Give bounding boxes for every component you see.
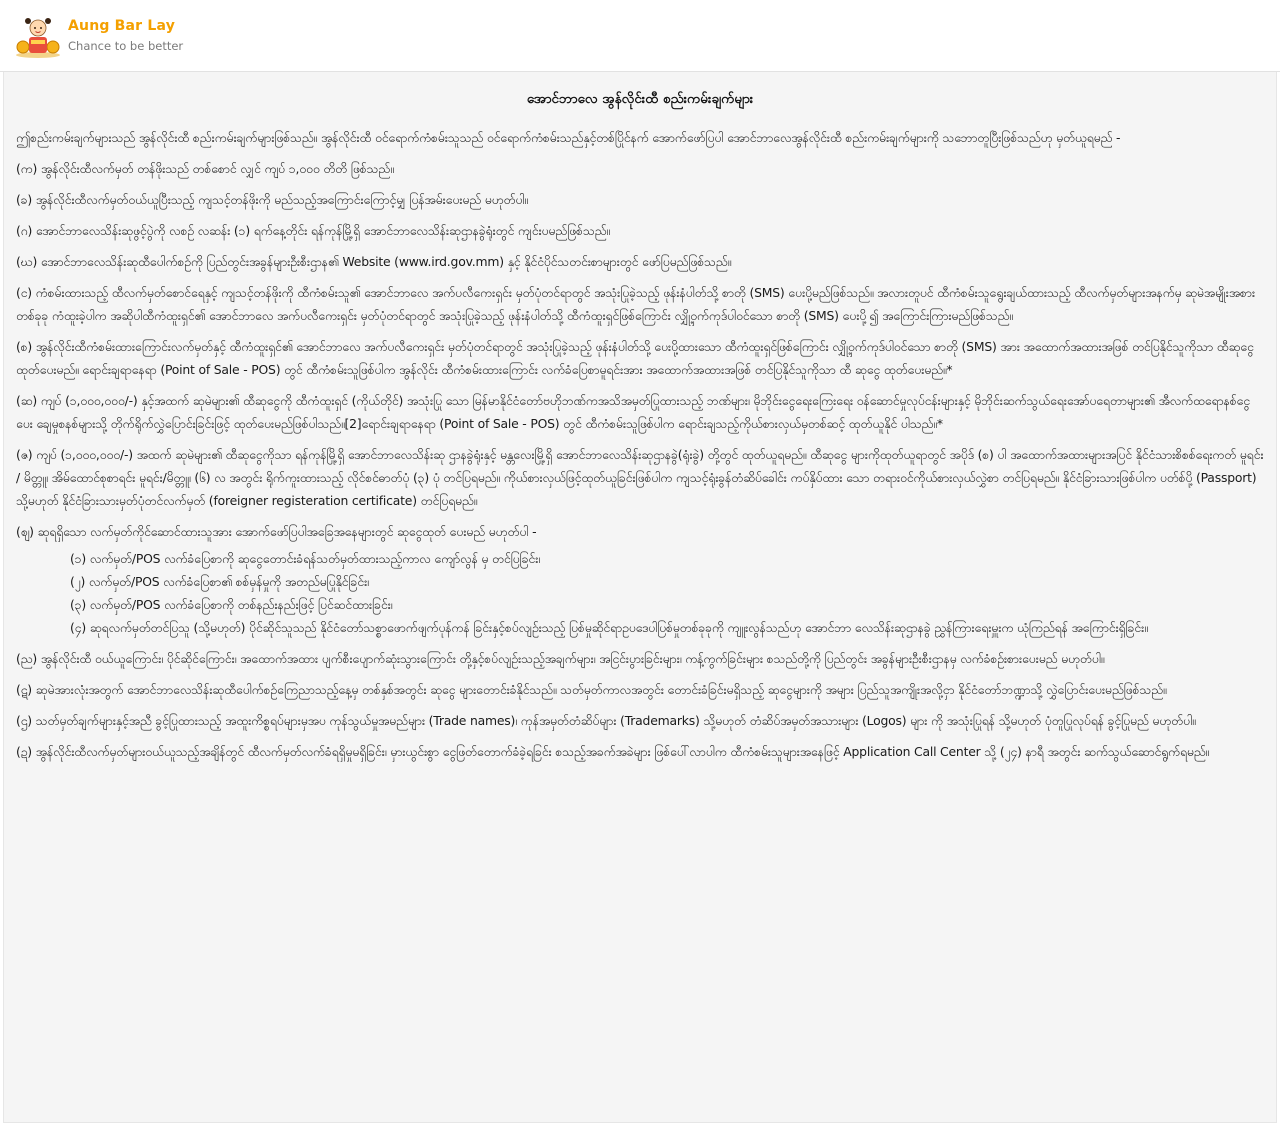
rule-item: (ဋ) ဆုမဲအားလုံးအတွက် အောင်ဘာလေသိန်းဆုထီပေါက်စဉ်ကြေညာသည့်နေ့မှ တစ်နှစ်အတွင်း ဆုငွေ များတောင်းခံနိုင်သည်။ သတ်မှတ်ကာလအတွင်း တောင်းခံခြင်းမရှိသည့် ဆုငွေများကို အများ ပြည်သူအကျိုးအလို့ငှာ နိုင်ငံတော်ဘဏ္ဍာသို့ လွှဲပြောင်းပေးမည်ဖြစ်သည်။ xyxy=(16,682,1167,697)
site-header xyxy=(0,0,1280,72)
sub-item: (၄) ဆုရလက်မှတ်တင်ပြသူ (သို့မဟုတ်) ပိုင်ဆိုင်သူသည် နိုင်ငံတော်သစ္စာဖောက်ဖျက်ပုန်ကန် ခြင်းနှင့်စပ်လျဉ်းသည့် ပြစ်မှုဆိုင်ရာဥပဒေပါပြစ်မှုတစ်ခုခုကို ကျူးလွန်သည်ဟု အောင်ဘာ လေသိန်းဆုဌာနခွဲ ညွှန်ကြားရေးမှူးက ယုံကြည်ရန် အကြောင်းရှိခြင်း။ xyxy=(70,620,1148,635)
rule-item: (ဇ) ကျပ် (၁,၀၀၀,၀၀၀/-) အထက် ဆုမဲများ၏ ထီဆုငွေကိုသာ ရန်ကုန်မြို့ရှိ အောင်ဘာလေသိန်းဆု ဌာနခွဲရုံးနှင့် မန္တလေးမြို့ရှိ အောင်ဘာလေသိန်းဆုဌာနခွဲ(ရုံးခွဲ) တို့တွင် ထုတ်ယူရမည်။ ထီဆုငွေ များကိုထုတ်ယူရာတွင် အပိုဒ် (စ) ပါ အထောက်အထားများအပြင် နိုင်ငံသားစိစစ်ရေးကတ် မူရင်း / မိတ္တူ၊ အိမ်ထောင်စုစာရင်း မူရင်း/မိတ္တူ၊ (၆) လ အတွင်း ရိုက်ကူးထားသည့် လိုင်စင်ဓာတ်ပုံ (၃) ပုံ တင်ပြရမည်။ ကိုယ်စားလှယ်ဖြင့်ထုတ်ယူခြင်းဖြစ်ပါက ကျသင့်ရုံးခွန်တံဆိပ်ခေါင်း ကပ်နှိပ်ထား သော တရားဝင်ကိုယ်စားလှယ်လွှဲစာ တင်ပြရမည်။ နိုင်ငံခြားသားဖြစ်ပါက ပတ်စ်ပို့ (Passport) သို့မဟုတ် နိုင်ငံခြားသားမှတ်ပုံတင်လက်မှတ် (foreigner registeration certificate) တင်ပြရမည်။ xyxy=(16,447,1264,508)
rule-item: (က) အွန်လိုင်းထီလက်မှတ် တန်ဖိုးသည် တစ်စောင် လျှင် ကျပ် ၁,၀၀၀ တိတိ ဖြစ်သည်။ xyxy=(16,161,394,176)
page-title: အောင်ဘာလေ အွန်လိုင်းထီ စည်းကမ်းချက်များ xyxy=(526,91,754,107)
rule-item: (ဍ) အွန်လိုင်းထီလက်မှတ်များဝယ်ယူသည့်အချိန်တွင် ထီလက်မှတ်လက်ခံရရှိမှုမရှိခြင်း၊ မှားယွင်းစွာ ငွေဖြတ်တောက်ခံခဲ့ရခြင်း စသည့်အခက်အခဲများ ဖြစ်ပေါ်လာပါက ထီကံစမ်းသူများအနေဖြင့် Application Call Center သို့ (၂၄) နာရီ အတွင်း ဆက်သွယ်ဆောင်ရွက်ရမည်။ xyxy=(16,744,1210,759)
rule-item: (ဃ) အောင်ဘာလေသိန်းဆုထီပေါက်စဉ်ကို ပြည်တွင်းအခွန်များဦးစီးဌာန၏ Website (www.ird.gov.mm) နှင့် နိုင်ငံပိုင်သတင်းစာများတွင် ဖော်ပြမည်ဖြစ်သည်။ xyxy=(16,254,732,269)
rule-item: (ဈ) ဆုရရှိသော လက်မှတ်ကိုင်ဆောင်ထားသူအား အောက်ဖော်ပြပါအခြေအနေများတွင် ဆုငွေထုတ် ပေးမည် မဟုတ်ပါ - xyxy=(16,524,537,539)
sub-list xyxy=(70,547,1264,639)
brand xyxy=(68,17,183,54)
rule-item: (ည) အွန်လိုင်းထီ ဝယ်ယူကြောင်း၊ ပိုင်ဆိုင်ကြောင်း၊ အထောက်အထား ပျက်စီးပျောက်ဆုံးသွားကြောင်း တို့နှင့်စပ်လျဉ်းသည့်အချက်များ၊ အငြင်းပွားခြင်းများ၊ ကန့်ကွက်ခြင်းများ စသည်တို့ကို ပြည်တွင်း အခွန်များဦးစီးဌာနမှ လက်ခံစဉ်းစားပေးမည် မဟုတ်ပါ။ xyxy=(16,651,1105,666)
sub-item: (၂) လက်မှတ်/POS လက်ခံပြေစာ၏ စစ်မှန်မှုကို အတည်မပြုနိုင်ခြင်း၊ xyxy=(70,574,369,589)
brand-name[interactable]: Aung Bar Lay xyxy=(68,18,176,34)
rule-item: (စ) အွန်လိုင်းထီကံစမ်းထားကြောင်းလက်မှတ်နှင့် ထီကံထူးရှင်၏ အောင်ဘာလေ အက်ပလီကေးရှင်း မှတ်ပုံတင်ရာတွင် အသုံးပြုခဲ့သည့် ဖုန်းနံပါတ်သို့ ပေးပို့ထားသော ထီကံထူးရှင်ဖြစ်ကြောင်း လျှို့ဝှက်ကုဒ်ပါဝင်သော စာတို (SMS) အား အထောက်အထားအဖြစ် တင်ပြနိုင်သူကိုသာ ထီဆုငွေ ထုတ်ပေးမည်။ ရောင်းချရာနေရာ (Point of Sale - POS) တွင် ထီကံစမ်းသူဖြစ်ပါက အွန်လိုင်း ထီကံစမ်းထားကြောင်း လက်ခံပြေစာမူရင်းအား အထောက်အထားအဖြစ် တင်ပြနိုင်သူကိုသာ ထီ ဆုငွေ ထုတ်ပေးမည်။* xyxy=(16,339,1254,377)
rule-item: (င) ကံစမ်းထားသည့် ထီလက်မှတ်စောင်ရေနှင့် ကျသင့်တန်ဖိုးကို ထီကံစမ်းသူ၏ အောင်ဘာလေ အက်ပလီကေးရှင်း မှတ်ပုံတင်ရာတွင် အသုံးပြုခဲ့သည့် ဖုန်းနံပါတ်သို့ စာတို (SMS) ပေးပို့မည်ဖြစ်သည်။ အလားတူပင် ထီကံစမ်းသူရွေးချယ်ထားသည့် ထီလက်မှတ်များအနက်မှ ဆုမဲအမျိုးအစားတစ်ခုခု ကံထူးခဲ့ပါက အဆိုပါထီကံထူးရှင်၏ အောင်ဘာလေ အက်ပလီကေးရှင်း မှတ်ပုံတင်ရာတွင် အသုံးပြုခဲ့သည့် ဖုန်းနံပါတ်သို့ ထီကံထူးရှင်ဖြစ်ကြောင်း လျှို့ဝှက်ကုဒ်ပါဝင်သော စာတို (SMS) ပေးပို့၍ အကြောင်းကြားမည်ဖြစ်သည်။ xyxy=(16,285,1255,323)
rule-item: (ဌ) သတ်မှတ်ချက်များနှင့်အညီ ခွင့်ပြုထားသည့် အထူးကိစ္စရပ်များမှအပ ကုန်သွယ်မှုအမည်များ (Trade names)၊ ကုန်အမှတ်တံဆိပ်များ (Trademarks) သို့မဟုတ် တံဆိပ်အမှတ်အသားများ (Logos) များ ကို အသုံးပြုရန် သို့မဟုတ် ပုံတူပြုလုပ်ရန် ခွင့်ပြုမည် မဟုတ်ပါ။ xyxy=(16,713,1196,728)
brand-logo-icon[interactable] xyxy=(12,13,64,59)
rule-item: (ဂ) အောင်ဘာလေသိန်းဆုဖွင့်ပွဲကို လစဉ် လဆန်း (၁) ရက်နေ့တိုင်း ရန်ကုန်မြို့ရှိ အောင်ဘာလေသိန်းဆုဌာနခွဲရုံးတွင် ကျင်းပမည်ဖြစ်သည်။ xyxy=(16,223,610,238)
sub-item: (၁) လက်မှတ်/POS လက်ခံပြေစာကို ဆုငွေတောင်းခံရန်သတ်မှတ်ထားသည့်ကာလ ကျော်လွန် မှ တင်ပြခြင်း၊ xyxy=(70,551,540,566)
terms-content xyxy=(3,72,1277,1123)
sub-item: (၃) လက်မှတ်/POS လက်ခံပြေစာကို တစ်နည်းနည်းဖြင့် ပြင်ဆင်ထားခြင်း၊ xyxy=(70,597,393,612)
rule-item: (ဆ) ကျပ် (၁,၀၀၀,၀၀၀/-) နှင့်အထက် ဆုမဲများ၏ ထီဆုငွေကို ထီကံထူးရှင် (ကိုယ်တိုင်) အသုံးပြု သော မြန်မာနိုင်ငံတော်ဗဟိုဘဏ်ကအသိအမှတ်ပြုထားသည့် ဘဏ်များ၊ မိုဘိုင်းငွေရေးကြေးရေး ဝန်ဆောင်မှုလုပ်ငန်းများနှင့် မိုဘိုင်းဆက်သွယ်ရေးအော်ပရေတာများ၏ အီလက်ထရောနစ်ငွေပေး ချေမှုစနစ်များသို့ တိုက်ရိုက်လွှဲပြောင်းခြင်းဖြင့် ထုတ်ပေးမည်ဖြစ်ပါသည်။[2]ရောင်းချရာနေရာ (Point of Sale - POS) တွင် ထီကံစမ်းသူဖြစ်ပါက ရောင်းချသည့်ကိုယ်စားလှယ်မှတစ်ဆင့် ထုတ်ယူနိုင် ပါသည်။* xyxy=(16,393,1250,431)
brand-tagline: Chance to be better xyxy=(68,39,184,53)
rule-item: (ခ) အွန်လိုင်းထီလက်မှတ်ဝယ်ယူပြီးသည့် ကျသင့်တန်ဖိုးကို မည်သည့်အကြောင်းကြောင့်မျှ ပြန်အမ်းပေးမည် မဟုတ်ပါ။ xyxy=(16,192,528,207)
intro-paragraph: ဤစည်းကမ်းချက်များသည် အွန်လိုင်းထီ စည်းကမ်းချက်များဖြစ်သည်။ အွန်လိုင်းထီ ဝင်ရောက်ကံစမ်းသူသည် ဝင်ရောက်ကံစမ်းသည်နှင့်တစ်ပြိုင်နက် အောက်ဖော်ပြပါ အောင်ဘာလေအွန်လိုင်းထီ စည်းကမ်းချက်များကို သဘောတူပြီးဖြစ်သည်ဟု မှတ်ယူရမည် - xyxy=(16,130,1121,145)
